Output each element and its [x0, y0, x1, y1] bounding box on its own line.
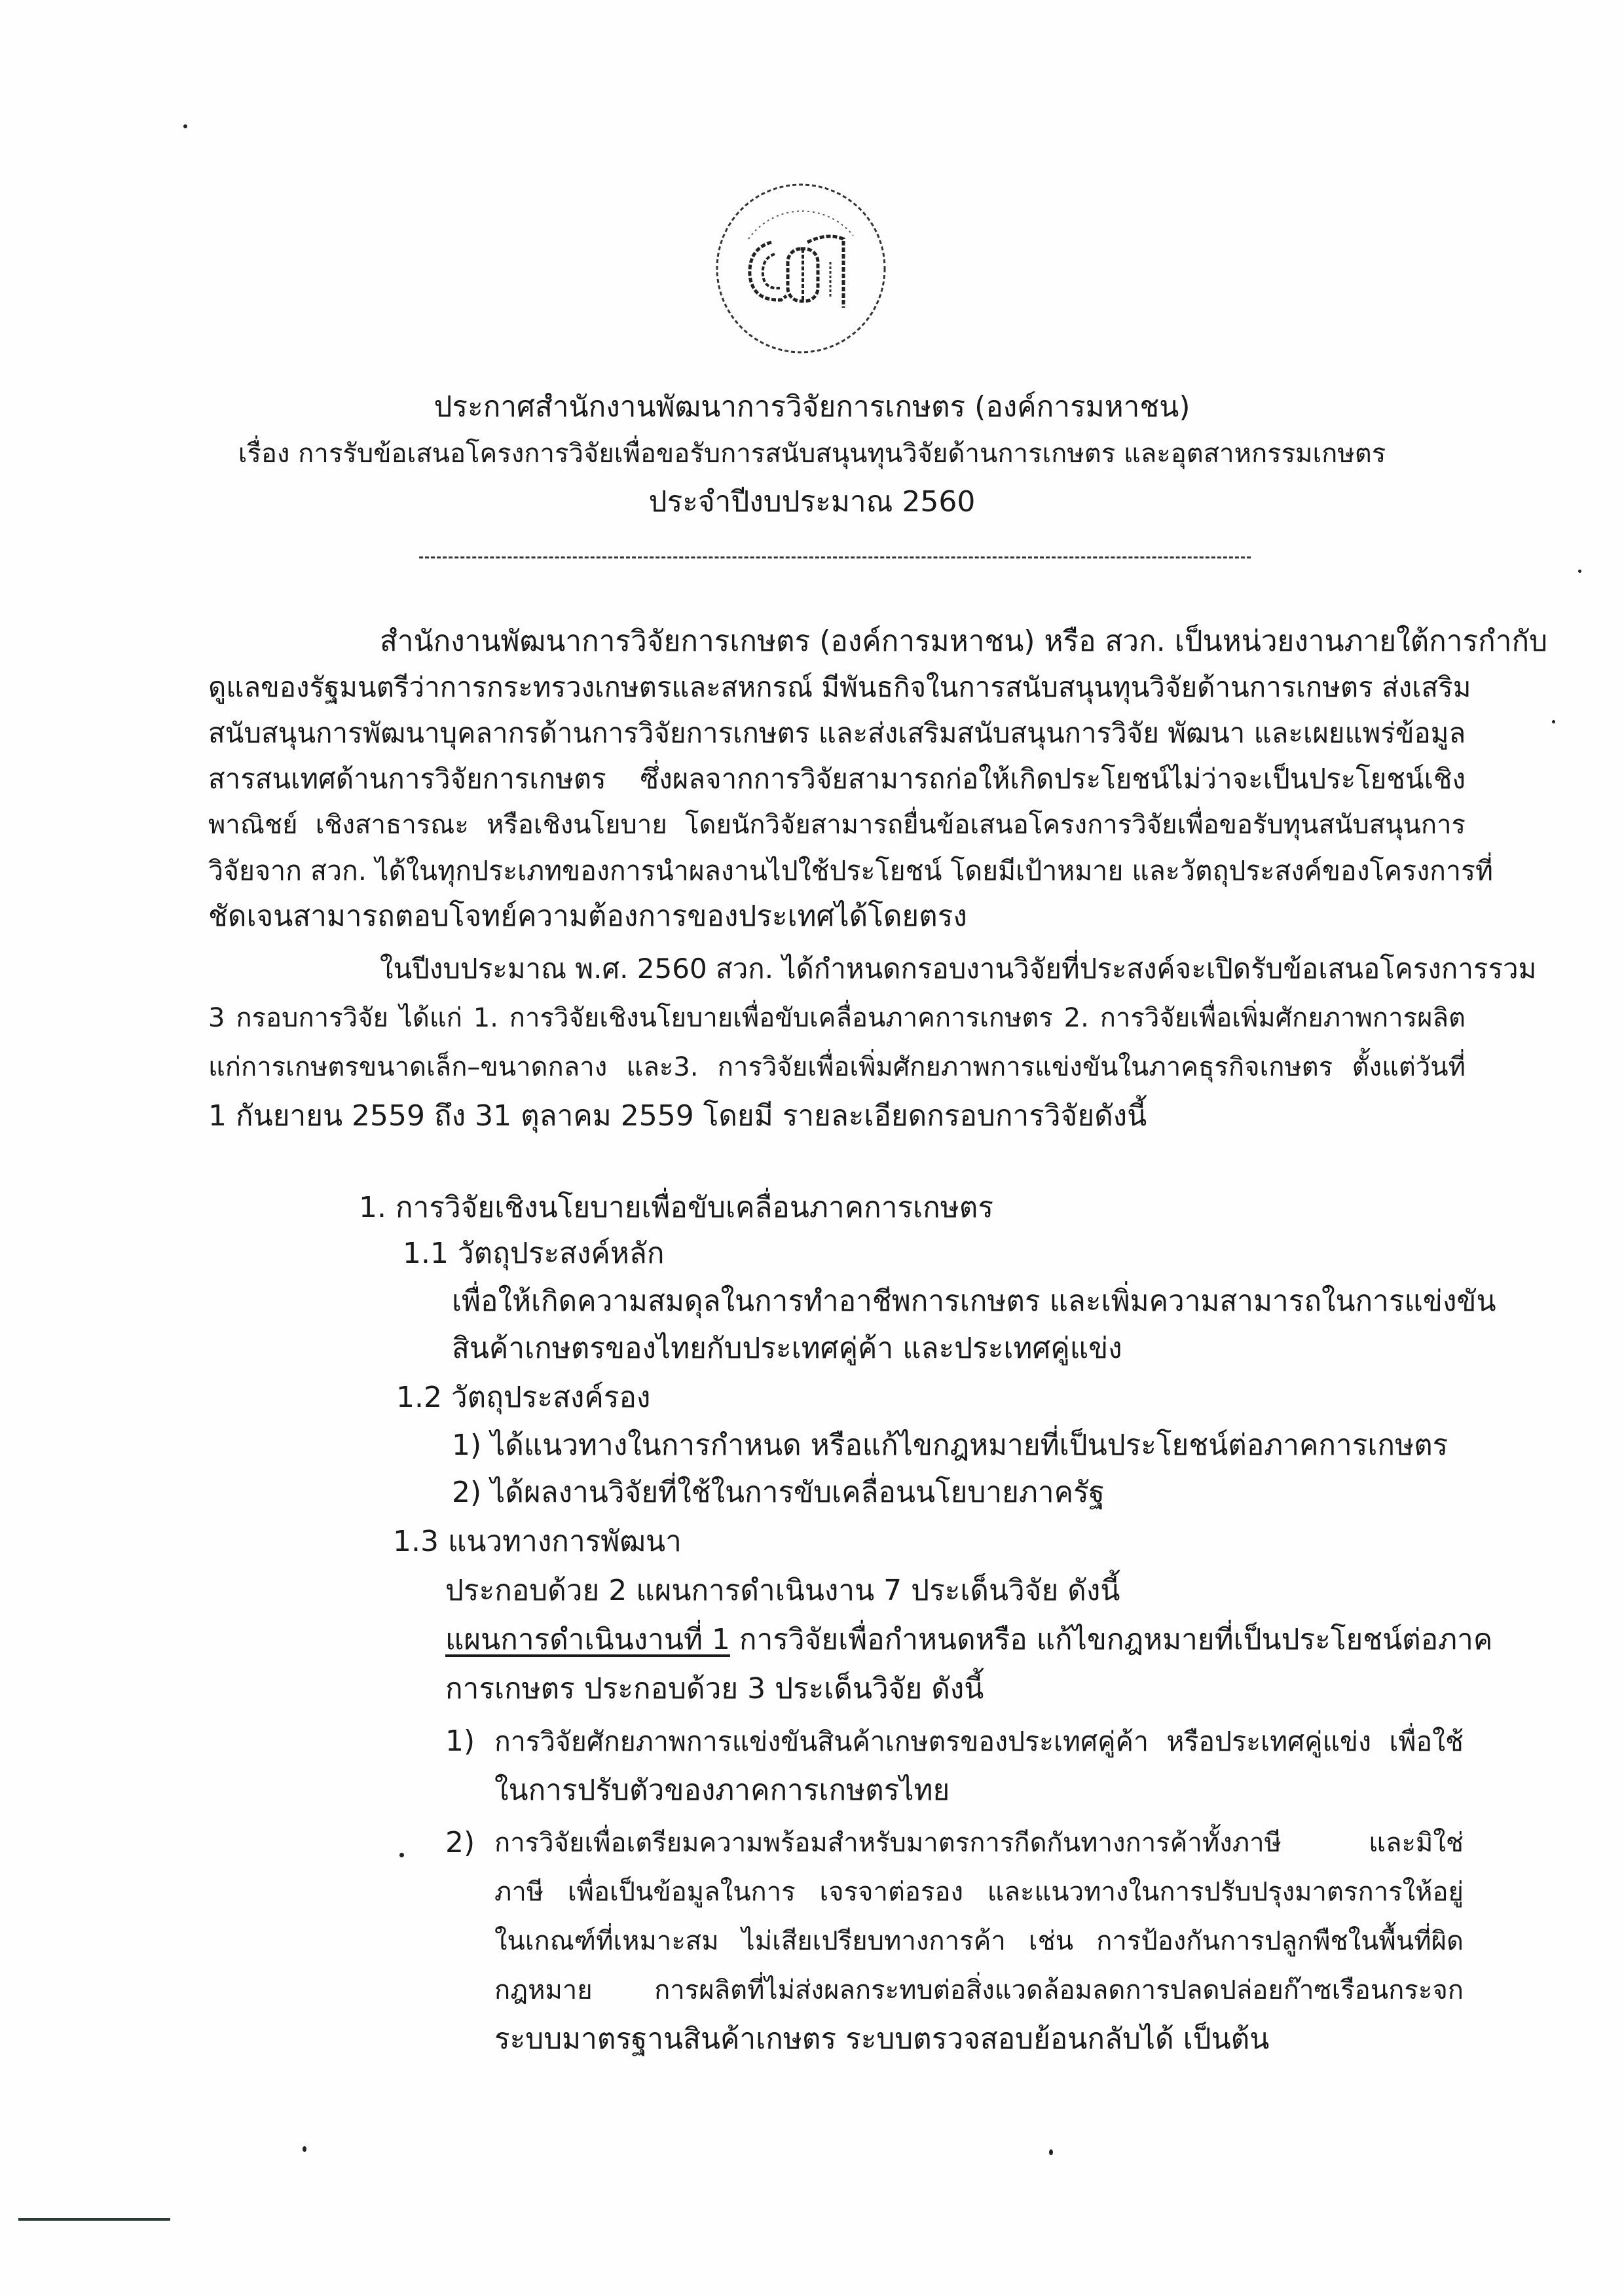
paragraph-line: สนับสนุนการพัฒนาบุคลากรด้านการวิจัยการเกษตร และส่งเสริมสนับสนุนการวิจัย พัฒนา และเผยแพร่ข้อมูล	[208, 717, 1466, 749]
subsection-heading: 1.3 แนวทางการพัฒนา	[393, 1525, 682, 1558]
plan-1-label: แผนการดำเนินงานที่ 1	[445, 1623, 730, 1656]
list-item: ในเกณฑ์ที่เหมาะสม ไม่เสียเปรียบทางการค้า เช่น การป้องกันการปลูกพืชในพื้นที่ผิด	[494, 1926, 1464, 1956]
paragraph-line: ในปีงบประมาณ พ.ศ. 2560 สวก. ได้กำหนดกรอบงานวิจัยที่ประสงค์จะเปิดรับข้อเสนอโครงการรวม	[380, 953, 1537, 985]
list-item: 2) ได้ผลงานวิจัยที่ใช้ในการขับเคลื่อนนโยบายภาครัฐ	[452, 1476, 1105, 1509]
section-heading: 1. การวิจัยเชิงนโยบายเพื่อขับเคลื่อนภาคการเกษตร	[359, 1191, 993, 1224]
plan-1-text: การวิจัยเพื่อกำหนดหรือ แก้ไขกฎหมายที่เป็นประโยชน์ต่อภาค	[729, 1623, 1493, 1656]
paragraph-line: การเกษตร ประกอบด้วย 3 ประเด็นวิจัย ดังนี้	[445, 1672, 984, 1705]
announcement-subject: เรื่อง การรับข้อเสนอโครงการวิจัยเพื่อขอรับการสนับสนุนทุนวิจัยด้านการเกษตร และอุตสาหกรรมเกษตร	[238, 439, 1386, 469]
paragraph-line: สินค้าเกษตรของไทยกับประเทศคู่ค้า และประเทศคู่แข่ง	[452, 1332, 1122, 1365]
announcement-title	[0, 386, 1624, 428]
scan-speck	[1552, 720, 1555, 723]
paragraph-line: เพื่อให้เกิดความสมดุลในการทำอาชีพการเกษตร และเพิ่มความสามารถในการแข่งขัน	[452, 1285, 1496, 1318]
list-item: 1) ได้แนวทางในการกำหนด หรือแก้ไขกฎหมายที่เป็นประโยชน์ต่อภาคการเกษตร	[452, 1429, 1449, 1462]
list-item: การวิจัยเพื่อเตรียมความพร้อมสำหรับมาตรการกีดกันทางการค้าทั้งภาษี และมิใช่	[494, 1828, 1464, 1858]
list-item: ระบบมาตรฐานสินค้าเกษตร ระบบตรวจสอบย้อนกลับได้ เป็นต้น	[494, 2022, 1270, 2056]
paragraph-line: สารสนเทศด้านการวิจัยการเกษตร ซึ่งผลจากการวิจัยสามารถก่อให้เกิดประโยชน์ไม่ว่าจะเป็นประโยชน์เชิง	[208, 763, 1466, 795]
list-item: การวิจัยศักยภาพการแข่งขันสินค้าเกษตรของประเทศคู่ค้า หรือประเทศคู่แข่ง เพื่อใช้	[494, 1726, 1464, 1757]
paragraph-line: ชัดเจนสามารถตอบโจทย์ความต้องการของประเทศได้โดยตรง	[208, 900, 967, 933]
header-divider	[419, 556, 1251, 558]
plan-1-line	[445, 1620, 1492, 1660]
scan-edge-line	[18, 2218, 170, 2221]
list-item: ในการปรับตัวของภาคการเกษตรไทย	[494, 1774, 950, 1807]
scan-speck	[303, 2146, 306, 2152]
paragraph-line: ดูแลของรัฐมนตรีว่าการกระทรวงเกษตรและสหกรณ์ มีพันธกิจในการสนับสนุนทุนวิจัยด้านการเกษตร ส่งเสริม	[208, 671, 1471, 703]
issue-number: 2)	[445, 1826, 475, 1859]
subsection-heading: 1.1 วัตถุประสงค์หลัก	[403, 1237, 665, 1270]
paragraph-line: แก่การเกษตรขนาดเล็ก–ขนาดกลาง และ3. การวิจัยเพื่อเพิ่มศักยภาพการแข่งขันในภาคธุรกิจเกษตร ตั้งแต่วันที่	[208, 1052, 1466, 1082]
announcement-fiscal-year: ประจำปีงบประมาณ 2560	[648, 485, 976, 519]
paragraph-line: สำนักงานพัฒนาการวิจัยการเกษตร (องค์การมหาชน) หรือ สวก. เป็นหน่วยงานภายใต้การกำกับ	[380, 625, 1548, 658]
subsection-heading: 1.2 วัตถุประสงค์รอง	[396, 1381, 651, 1414]
paragraph-line: พาณิชย์ เชิงสาธารณะ หรือเชิงนโยบาย โดยนักวิจัยสามารถยื่นข้อเสนอโครงการวิจัยเพื่อขอรับทุนสนับสนุนการ	[208, 810, 1466, 840]
paragraph-line: วิจัยจาก สวก. ได้ในทุกประเภทของการนำผลงานไปใช้ประโยชน์ โดยมีเป้าหมาย และวัตถุประสงค์ของโครงการที่	[208, 855, 1494, 886]
scan-speck	[1578, 570, 1581, 573]
list-item: ภาษี เพื่อเป็นข้อมูลในการ เจรจาต่อรอง และแนวทางในการปรับปรุงมาตรการให้อยู่	[494, 1877, 1464, 1907]
paragraph-line: ประกอบด้วย 2 แผนการดำเนินงาน 7 ประเด็นวิจัย ดังนี้	[445, 1574, 1120, 1607]
paragraph-line: 3 กรอบการวิจัย ได้แก่ 1. การวิจัยเชิงนโยบายเพื่อขับเคลื่อนภาคการเกษตร 2. การวิจัยเพื่อเพิ่มศักยภาพการผลิต	[208, 1003, 1466, 1033]
paragraph-line: 1 กันยายน 2559 ถึง 31 ตุลาคม 2559 โดยมี รายละเอียดกรอบการวิจัยดังนี้	[208, 1099, 1147, 1133]
announcement-issuer: ประกาศสำนักงานพัฒนาการวิจัยการเกษตร (องค์การมหาชน)	[434, 390, 1190, 424]
list-item: กฎหมาย การผลิตที่ไม่ส่งผลกระทบต่อสิ่งแวดล้อมลดการปลดปล่อยก๊าซเรือนกระจก	[494, 1975, 1464, 2005]
issue-number: 1)	[445, 1724, 475, 1758]
scan-speck	[183, 124, 187, 128]
scan-speck	[1049, 2149, 1053, 2155]
agency-seal-logo-icon	[709, 177, 893, 360]
scan-speck	[399, 1853, 404, 1857]
